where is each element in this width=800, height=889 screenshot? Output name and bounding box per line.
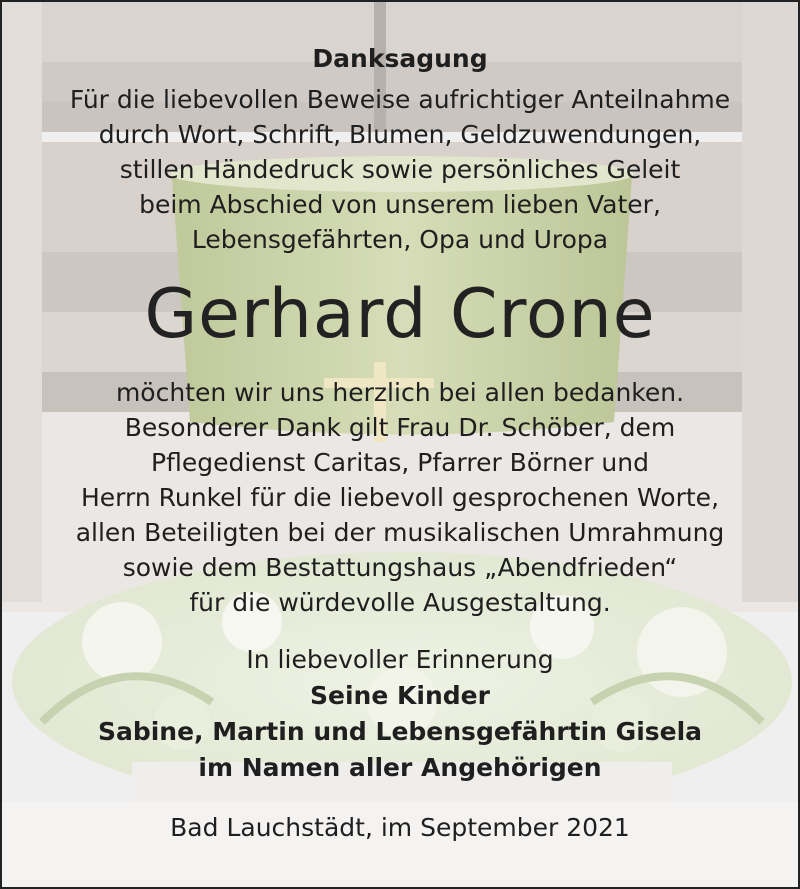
- thanks-line: Herrn Runkel für die liebevoll gesprochenen Worte,: [80, 483, 720, 512]
- memory-line: In liebevoller Erinnerung: [246, 645, 554, 674]
- signer-line: im Namen aller Angehörigen: [198, 753, 602, 782]
- thanks-line: für die würdevolle Ausgestaltung.: [189, 588, 611, 617]
- thanks-line: Besonderer Dank gilt Frau Dr. Schöber, dem: [124, 413, 676, 442]
- intro-line: beim Abschied von unserem lieben Vater,: [139, 190, 661, 219]
- deceased-name: Gerhard Crone: [144, 275, 656, 354]
- place-date: Bad Lauchstädt, im September 2021: [170, 813, 630, 842]
- thanks-line: sowie dem Bestattungshaus „Abendfrieden“: [122, 553, 678, 582]
- signature-block: [2, 642, 798, 786]
- thanks-line: Pflegedienst Caritas, Pfarrer Börner und: [151, 448, 649, 477]
- intro-line: Lebensgefährten, Opa und Uropa: [191, 225, 609, 254]
- notice-text: [2, 2, 798, 845]
- heading: Danksagung: [312, 44, 488, 73]
- signer-line: Seine Kinder: [310, 681, 490, 710]
- intro-paragraph: [2, 82, 798, 257]
- intro-line: stillen Händedruck sowie persönliches Geleit: [119, 155, 681, 184]
- intro-line: Für die liebevollen Beweise aufrichtiger Anteilnahme: [69, 85, 731, 114]
- thanks-line: möchten wir uns herzlich bei allen bedanken.: [115, 378, 685, 407]
- thanks-line: allen Beteiligten bei der musikalischen Umrahmung: [75, 518, 725, 547]
- intro-line: durch Wort, Schrift, Blumen, Geldzuwendungen,: [98, 120, 702, 149]
- thanks-paragraph: [2, 375, 798, 620]
- signer-line: Sabine, Martin und Lebensgefährtin Gisela: [97, 717, 703, 746]
